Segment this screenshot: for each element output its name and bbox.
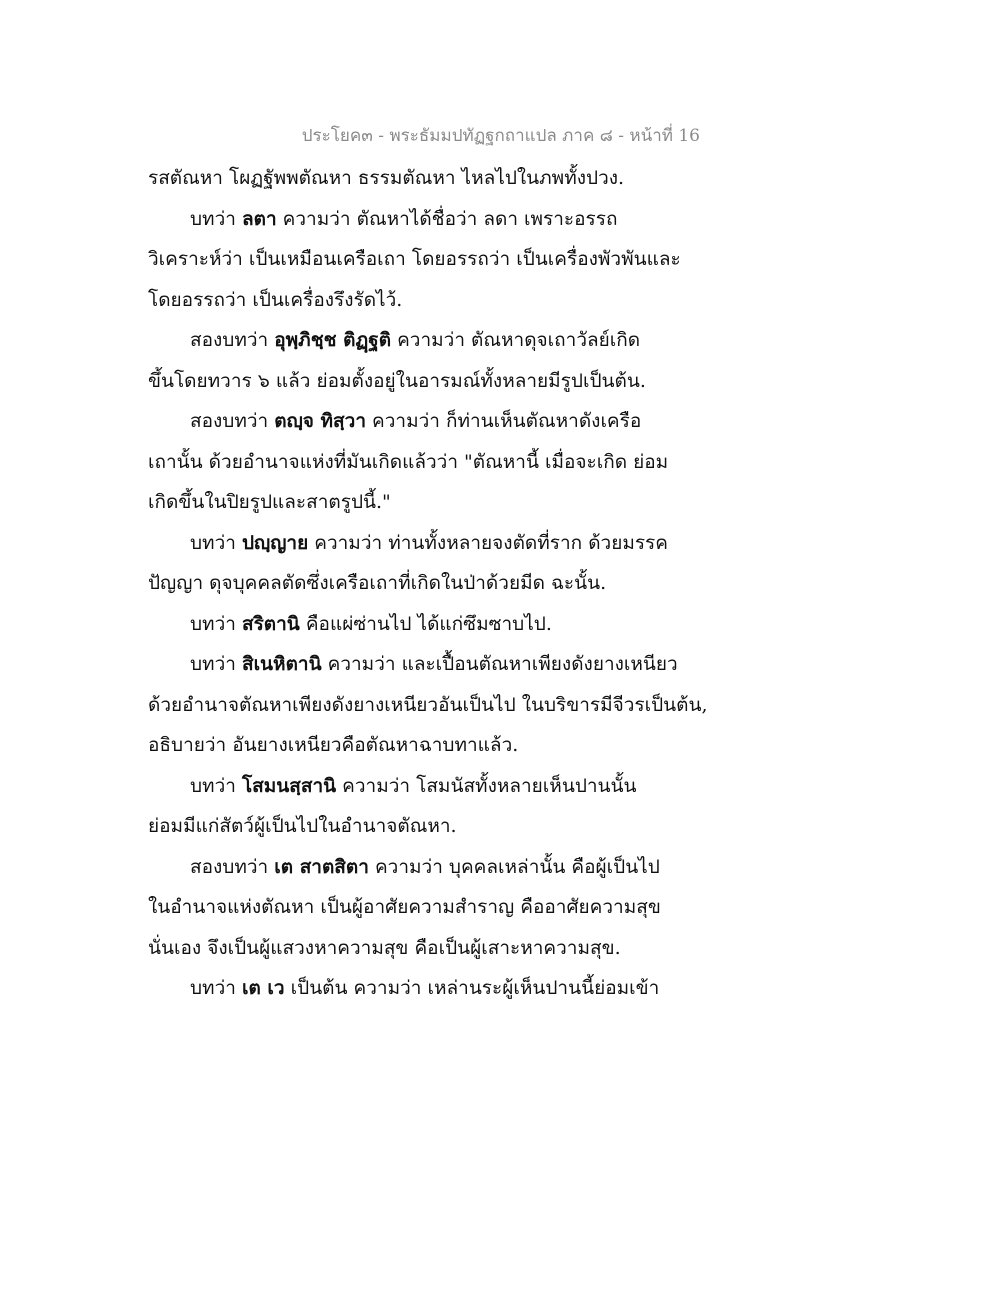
text-run: เกิดขึ้นในปิยรูปและสาตรูปนี้." bbox=[148, 491, 391, 513]
text-run: โดยอรรถว่า เป็นเครื่องรึงรัดไว้. bbox=[148, 288, 403, 311]
text-run: อธิบายว่า อันยางเหนียวคือตัณหาฉาบทาแล้ว. bbox=[148, 734, 519, 756]
text-run: รสตัณหา โผฏฐัพพตัณหา ธรรมตัณหา ไหลไปในภพทั้งปวง. bbox=[148, 167, 625, 189]
text-run: บทว่า bbox=[190, 977, 242, 999]
text-run: บทว่า bbox=[190, 207, 242, 230]
text-run: ย่อมมีแก่สัตว์ผู้เป็นไปในอำนาจตัณหา. bbox=[148, 815, 457, 837]
pali-term: ปญฺญาย bbox=[241, 531, 309, 554]
text-run: ด้วยอำนาจตัณหาเพียงดังยางเหนียวอันเป็นไป ในบริขารมีจีวรเป็นต้น, bbox=[148, 693, 708, 716]
text-run: ความว่า ท่านทั้งหลายจงตัดที่ราก ด้วยมรรค bbox=[308, 531, 668, 554]
text-run: นั่นเอง จึงเป็นผู้แสวงหาความสุข คือเป็นผู้เสาะหาความสุข. bbox=[148, 936, 621, 959]
text-run: สองบทว่า bbox=[190, 329, 275, 351]
text-line bbox=[148, 280, 708, 321]
pali-term: โสมนสฺสานิ bbox=[241, 774, 337, 797]
text-line bbox=[148, 320, 708, 361]
text-run: ความว่า ก็ท่านเห็นตัณหาดังเครือ bbox=[365, 410, 642, 432]
text-line bbox=[148, 644, 708, 685]
text-line bbox=[148, 442, 708, 483]
text-run: บทว่า bbox=[190, 612, 242, 635]
text-line bbox=[148, 158, 708, 199]
text-line bbox=[148, 725, 708, 766]
text-line bbox=[148, 806, 708, 847]
text-line bbox=[148, 766, 708, 807]
running-head: ประโยค๓ - พระธัมมปทัฏฐกถาแปล ภาค ๘ - หน้าที่ 16 bbox=[301, 126, 700, 146]
text-line bbox=[148, 968, 708, 1009]
text-line bbox=[148, 199, 708, 240]
text-run: บทว่า bbox=[190, 653, 242, 675]
text-run: คือแผ่ซ่านไป ได้แก่ซึมซาบไป. bbox=[299, 612, 552, 635]
text-line bbox=[148, 563, 708, 604]
text-run: ความว่า และเปื้อนตัณหาเพียงดังยางเหนียว bbox=[321, 653, 678, 675]
text-line bbox=[148, 887, 708, 928]
pali-term: เต เว bbox=[241, 977, 285, 999]
text-run: สองบทว่า bbox=[190, 855, 275, 878]
text-line bbox=[148, 847, 708, 888]
text-line bbox=[148, 361, 708, 402]
text-line bbox=[148, 604, 708, 645]
text-run: ความว่า โสมนัสทั้งหลายเห็นปานนั้น bbox=[336, 774, 637, 797]
text-line bbox=[148, 928, 708, 969]
text-line bbox=[148, 523, 708, 564]
pali-term: สริตานิ bbox=[241, 612, 300, 635]
text-run: เถานั้น ด้วยอำนาจแห่งที่มันเกิดแล้วว่า "ตัณหานี้ เมื่อจะเกิด ย่อม bbox=[148, 450, 669, 473]
text-run: ในอำนาจแห่งตัณหา เป็นผู้อาศัยความสำราญ คืออาศัยความสุข bbox=[148, 896, 661, 918]
text-run: ความว่า ตัณหาดุจเถาวัลย์เกิด bbox=[391, 329, 641, 351]
text-run: ขึ้นโดยทวาร ๖ แล้ว ย่อมตั้งอยู่ในอารมณ์ทั้งหลายมีรูปเป็นต้น. bbox=[148, 369, 646, 392]
text-line bbox=[148, 239, 708, 280]
pali-term: เต สาตสิตา bbox=[274, 855, 369, 878]
text-run: เป็นต้น ความว่า เหล่านระผู้เห็นปานนี้ย่อมเข้า bbox=[284, 977, 660, 999]
text-run: ปัญญา ดุจบุคคลตัดซึ่งเครือเถาที่เกิดในป่าด้วยมีด ฉะนั้น. bbox=[148, 572, 607, 594]
pali-term: ตญฺจ ทิสฺวา bbox=[274, 410, 366, 432]
text-line bbox=[148, 401, 708, 442]
text-run: สองบทว่า bbox=[190, 410, 275, 432]
pali-term: สิเนหิตานิ bbox=[241, 653, 322, 675]
text-run: วิเคราะห์ว่า เป็นเหมือนเครือเถา โดยอรรถว่า เป็นเครื่องพัวพันและ bbox=[148, 248, 681, 270]
text-line bbox=[148, 482, 708, 523]
text-run: บทว่า bbox=[190, 531, 242, 554]
text-run: ความว่า ตัณหาได้ชื่อว่า ลดา เพราะอรรถ bbox=[276, 207, 618, 230]
text-run: บทว่า bbox=[190, 774, 242, 797]
body-text bbox=[148, 158, 708, 1009]
text-line bbox=[148, 685, 708, 726]
pali-term: ลตา bbox=[241, 207, 277, 230]
pali-term: อุพฺภิชฺช ติฏฺฐติ bbox=[274, 329, 392, 351]
text-run: ความว่า บุคคลเหล่านั้น คือผู้เป็นไป bbox=[368, 855, 660, 878]
